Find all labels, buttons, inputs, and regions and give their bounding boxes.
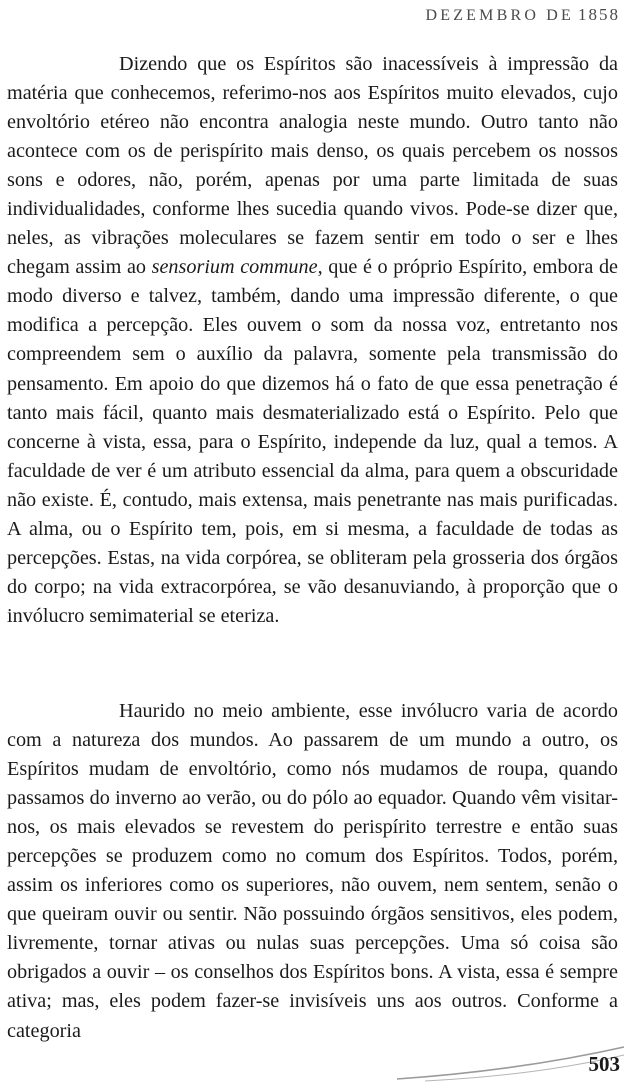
paragraph-1-text: [7, 50, 618, 631]
running-header: [425, 5, 620, 25]
header-year: 1858: [578, 5, 620, 24]
paragraph-1-part-a: Dizendo que os Espíritos são inacessíveis à impressão da matéria que conhecemos, referimo-nos aos Espíritos muito elevados, cujo envoltório etéreo não encontra analogia neste mundo. Outro tanto não acontece com os de perispírito mais denso, os quais percebem os nossos sons e odores, não, porém, apenas por uma parte limitada de suas individualidades, conforme lhes sucedia quando vivos. Pode-se dizer que, neles, as vibrações moleculares se fazem sentir em todo o ser e lhes chegam assim ao: [7, 53, 618, 279]
page-number: 503: [588, 1052, 620, 1076]
paragraph-2: [7, 697, 618, 1046]
paragraph-2-text: Haurido no meio ambiente, esse invólucro varia de acordo com a natureza dos mundos. Ao passarem de um mundo a outro, os Espíritos mudam de envoltório, como nós mudamos de roupa, quando passamos do inverno ao verão, ou do pólo ao equador. Quando vêm visitar-nos, os mais elevados se revestem do perispírito terrestre e então suas percepções se produzem como no comum dos Espíritos. Todos, porém, assim os inferiores como os superiores, não ouvem, nem sentem, senão o que queiram ouvir ou sentir. Não possuindo órgãos sensitivos, eles podem, livremente, tornar ativas ou nulas suas percepções. Uma só coisa são obrigados a ouvir – os conselhos dos Espíritos bons. A vista, essa é sempre ativa; mas, eles podem fazer-se invisíveis uns aos outros. Conforme a categoria: [7, 700, 618, 1042]
paragraph-1: [7, 50, 618, 631]
header-month: DEZEMBRO DE: [425, 7, 574, 24]
italic-term: sensorium commune: [151, 256, 318, 279]
paragraph-1-part-b: , que é o próprio Espírito, embora de modo diverso e talvez, também, dando uma impressão diferente, o que modifica a percepção. Eles ouvem o som da nossa voz, entretanto nos compreendem sem o auxílio da palavra, somente pela transmissão do pensamento. Em apoio do que dizemos há o fato de que essa penetração é tanto mais fácil, quanto mais desmaterializado está o Espírito. Pelo que concerne à vista, essa, para o Espírito, independe da luz, qual a temos. A faculdade de ver é um atributo essencial da alma, para quem a obscuridade não existe. É, contudo, mais extensa, mais penetrante nas mais purificadas. A alma, ou o Espírito tem, pois, em si mesma, a faculdade de todas as percepções. Estas, na vida corpórea, se obliteram pela grosseria dos órgãos do corpo; na vida extracorpórea, se vão desanuviando, à proporção que o invólucro semimaterial se eteriza.: [7, 256, 618, 627]
